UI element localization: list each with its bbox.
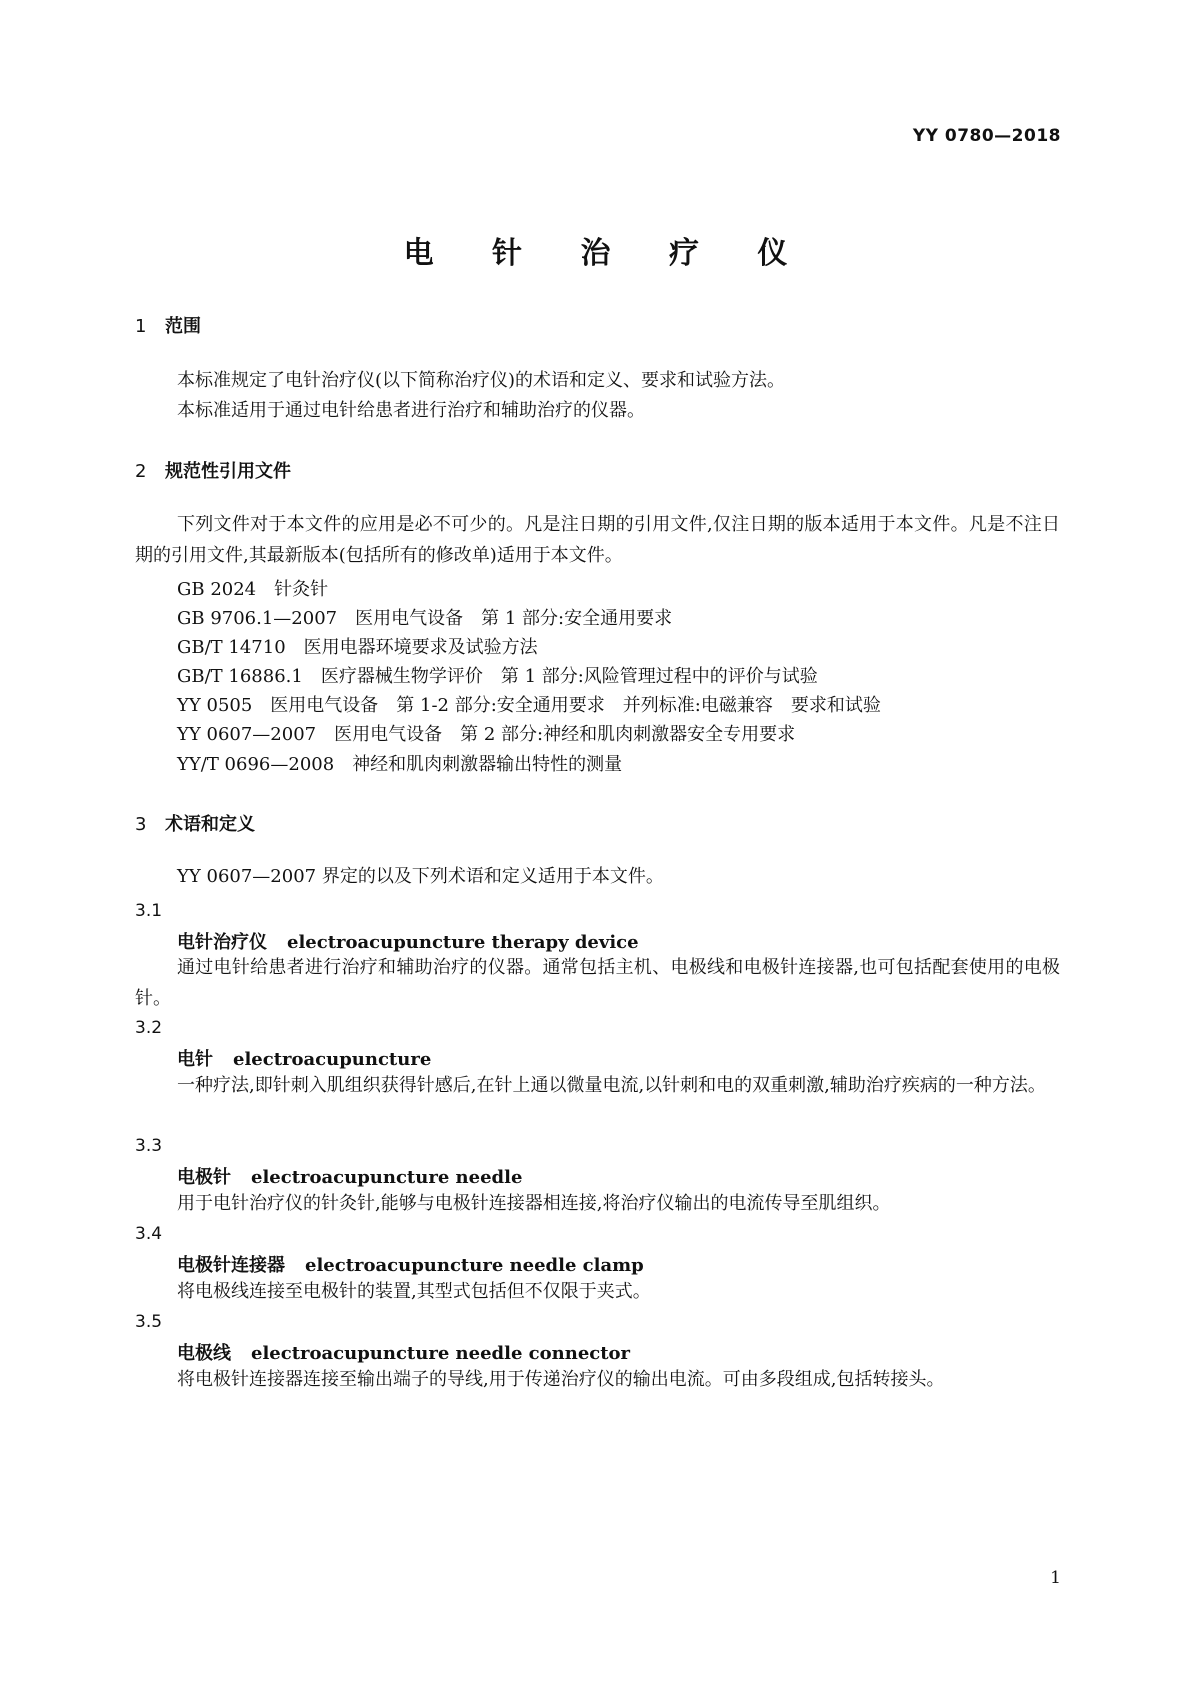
- term-heading: [177, 928, 639, 954]
- term-definition: 一种疗法,即针刺入肌组织获得针感后,在针上通以微量电流,以针刺和电的双重刺激,辅助治疗疾病的一种方法。: [177, 1075, 1046, 1096]
- term-definition: 将电极线连接至电极针的装置,其型式包括但不仅限于夹式。: [177, 1281, 651, 1302]
- reference-title: 医疗器械生物学评价 第 1 部分:风险管理过程中的评价与试验: [320, 666, 818, 687]
- term-heading: [177, 1251, 644, 1277]
- term-number: 3.5: [135, 1312, 163, 1332]
- term-number: 3.2: [135, 1018, 163, 1038]
- section-1-paragraph: 本标准规定了电针治疗仪(以下简称治疗仪)的术语和定义、要求和试验方法。: [177, 370, 786, 391]
- reference-code: GB/T 14710: [177, 637, 286, 658]
- reference-item: [177, 691, 881, 717]
- section-2-intro: 下列文件对于本文件的应用是必不可少的。凡是注日期的引用文件,仅注日期的版本适用于本文件。凡是不注日期的引用文件,其最新版本(包括所有的修改单)适用于本文件。: [135, 514, 1060, 566]
- section-3-heading: [135, 810, 255, 836]
- section-1-paragraph: 本标准适用于通过电针给患者进行治疗和辅助治疗的仪器。: [177, 400, 645, 421]
- term-zh: 电针: [177, 1049, 213, 1070]
- section-number: 2: [135, 461, 147, 482]
- term-en: electroacupuncture needle clamp: [305, 1255, 644, 1276]
- term-number: 3.1: [135, 901, 163, 921]
- reference-code: YY 0505: [177, 695, 253, 716]
- section-number: 3: [135, 814, 147, 835]
- reference-code: GB 2024: [177, 579, 257, 600]
- term-definition: 通过电针给患者进行治疗和辅助治疗的仪器。通常包括主机、电极线和电极针连接器,也可包括配套使用的电极针。: [135, 957, 1060, 1009]
- section-3-intro: YY 0607—2007 界定的以及下列术语和定义适用于本文件。: [177, 866, 664, 887]
- term-heading: [177, 1163, 522, 1189]
- term-en: electroacupuncture therapy device: [287, 932, 639, 953]
- term-zh: 电针治疗仪: [177, 932, 267, 953]
- term-en: electroacupuncture: [233, 1049, 432, 1070]
- term-en: electroacupuncture needle: [251, 1167, 523, 1188]
- term-heading: [177, 1045, 431, 1071]
- reference-title: 医用电器环境要求及试验方法: [303, 637, 538, 658]
- reference-code: YY/T 0696—2008: [177, 754, 335, 775]
- reference-code: YY 0607—2007: [177, 724, 317, 745]
- term-heading: [177, 1339, 630, 1365]
- reference-item: [177, 575, 328, 601]
- reference-code: GB 9706.1—2007: [177, 608, 338, 629]
- reference-code: GB/T 16886.1: [177, 666, 303, 687]
- section-1-heading: [135, 312, 201, 338]
- section-2-heading: [135, 457, 291, 483]
- section-title: 规范性引用文件: [165, 461, 291, 482]
- reference-item: [177, 662, 818, 688]
- reference-title: 医用电气设备 第 1 部分:安全通用要求: [355, 608, 673, 629]
- document-title: 电 针 治 疗 仪: [403, 236, 812, 271]
- term-definition: 用于电针治疗仪的针灸针,能够与电极针连接器相连接,将治疗仪输出的电流传导至肌组织。: [177, 1193, 891, 1214]
- reference-item: [177, 750, 622, 776]
- standard-id: YY 0780—2018: [912, 126, 1061, 146]
- page-number: 1: [1050, 1568, 1061, 1588]
- reference-item: [177, 604, 672, 630]
- reference-title: 神经和肌肉刺激器输出特性的测量: [352, 754, 623, 775]
- term-en: electroacupuncture needle connector: [251, 1343, 631, 1364]
- section-title: 范围: [165, 316, 201, 337]
- term-number: 3.4: [135, 1224, 163, 1244]
- reference-title: 医用电气设备 第 2 部分:神经和肌肉刺激器安全专用要求: [334, 724, 796, 745]
- reference-item: [177, 633, 538, 659]
- term-zh: 电极针连接器: [177, 1255, 285, 1276]
- reference-title: 针灸针: [274, 579, 329, 600]
- term-zh: 电极针: [177, 1167, 231, 1188]
- reference-item: [177, 720, 795, 746]
- term-zh: 电极线: [177, 1343, 231, 1364]
- section-title: 术语和定义: [165, 814, 255, 835]
- term-number: 3.3: [135, 1136, 163, 1156]
- section-number: 1: [135, 316, 147, 337]
- term-definition: 将电极针连接器连接至输出端子的导线,用于传递治疗仪的输出电流。可由多段组成,包括转接头。: [177, 1369, 945, 1390]
- reference-title: 医用电气设备 第 1-2 部分:安全通用要求 并列标准:电磁兼容 要求和试验: [270, 695, 881, 716]
